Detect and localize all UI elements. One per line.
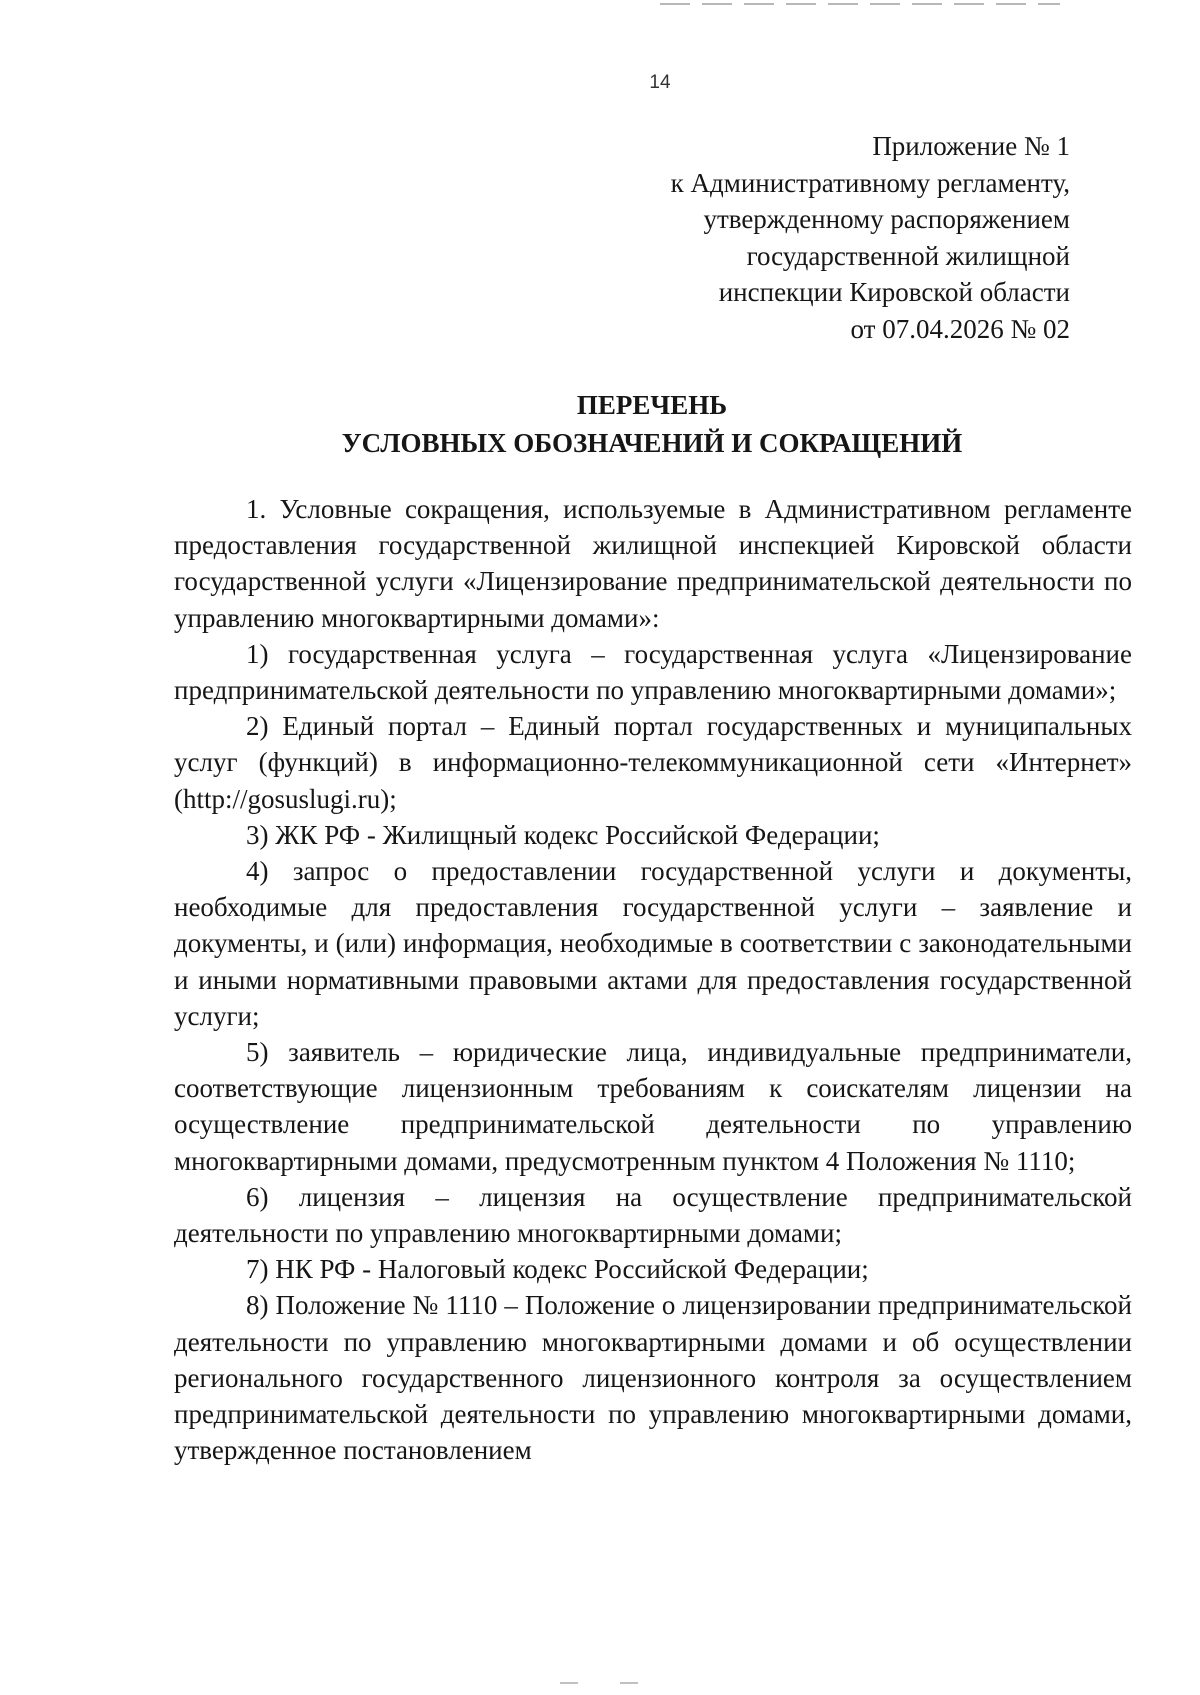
list-item-8: 8) Положение № 1110 – Положение о лицензировании предпринимательской деятельности по управлению многоквартирными домами и об осуществлении регионального государственного лицензионного контроля за осуществлением предпринимательской деятельности по управлению многоквартирными домами, утвержденное постановлением [174, 1290, 1132, 1466]
list-item-4: 4) запрос о предоставлении государственной услуги и документы, необходимые для предоставления государственной услуги – заявление и документы, и (или) информация, необходимые в соответствии с законодательными и иными нормативными правовыми актами для предоставления государственной услуги; [174, 856, 1132, 1031]
scan-edge-mark [660, 3, 1060, 5]
appendix-block [671, 128, 1070, 347]
list-item-1: 1) государственная услуга – государственная услуга «Лицензирование предпринимательской деятельности по управлению многоквартирными домами»; [174, 638, 1132, 706]
list-item-2: 2) Единый портал – Единый портал государственных и муниципальных услуг (функций) в информационно-телекоммуникационной сети «Интернет» (http://gosuslugi.ru); [174, 711, 1132, 814]
appendix-line: государственной жилищной [746, 240, 1070, 271]
appendix-line: от 07.04.2026 № 02 [850, 313, 1070, 344]
appendix-line: к Административному регламенту, [670, 167, 1070, 198]
appendix-line: инспекции Кировской области [718, 277, 1070, 307]
list-item-3: 3) ЖК РФ - Жилищный кодекс Российской Федерации; [246, 819, 880, 850]
list-item-5: 5) заявитель – юридические лица, индивидуальные предприниматели, соответствующие лицензионным требованиям к соискателям лицензии на осуществление предпринимательской деятельности по управлению многоквартирными домами, предусмотренным пунктом 4 Положения № 1110; [174, 1037, 1132, 1176]
list-item-7: 7) НК РФ - Налоговый кодекс Российской Федерации; [246, 1254, 869, 1285]
document-body [174, 491, 1132, 1468]
paragraph-1: 1. Условные сокращения, используемые в Административном регламенте предоставления государственной жилищной инспекцией Кировской области государственной услуги «Лицензирование предпринимательской деятельности по управлению многоквартирными домами»: [174, 494, 1132, 633]
scan-edge-mark [560, 1682, 680, 1684]
heading-title: ПЕРЕЧЕНЬ [576, 390, 728, 420]
appendix-line: Приложение № 1 [872, 131, 1070, 161]
heading-subtitle: УСЛОВНЫХ ОБОЗНАЧЕНИЙ И СОКРАЩЕНИЙ [341, 428, 963, 458]
page-number: 14 [649, 72, 671, 93]
list-item-6: 6) лицензия – лицензия на осуществление предпринимательской деятельности по управлению многоквартирными домами; [174, 1181, 1132, 1249]
document-heading [174, 386, 1130, 462]
appendix-line: утвержденному распоряжением [703, 204, 1070, 234]
